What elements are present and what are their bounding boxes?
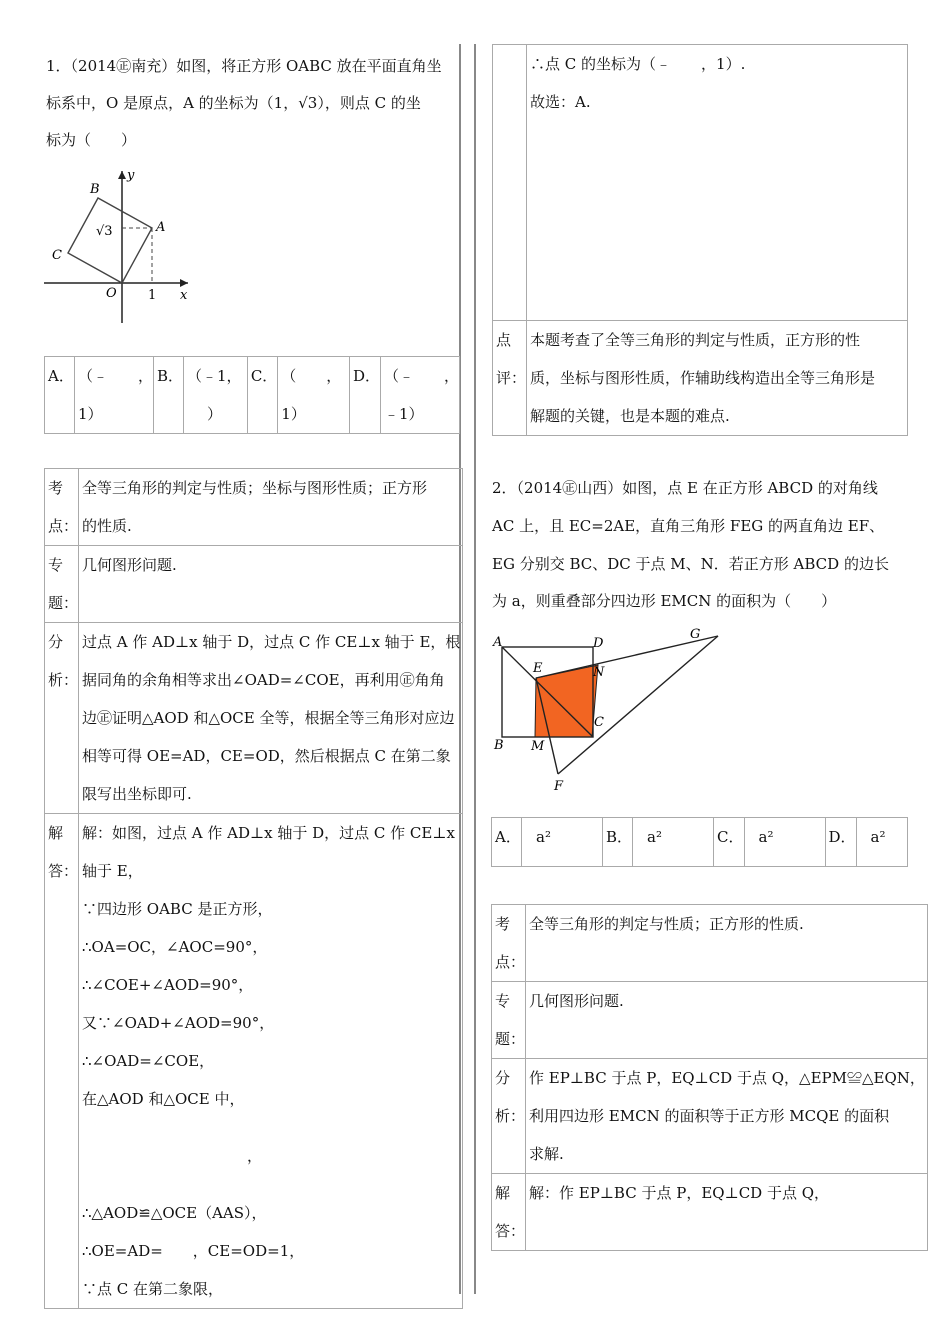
fenxi-label: 分 析： bbox=[45, 623, 79, 814]
zhuanti-content: 几何图形问题. bbox=[79, 546, 463, 623]
kaodian-content: 全等三角形的判定与性质；正方形的性质. bbox=[526, 905, 928, 982]
q1-zhuanti-row bbox=[45, 546, 463, 623]
q1-stem-line: 标系中，O 是原点，A 的坐标为（1，√3），则点 C 的坐 bbox=[46, 94, 421, 112]
q1-option-d-value[interactable] bbox=[380, 357, 459, 434]
jieda-label: 解 答： bbox=[45, 814, 79, 1309]
q1-label-1: 1 bbox=[148, 288, 157, 303]
q1-option-d-line: ﹣1） bbox=[383, 405, 424, 423]
q1-option-d-label[interactable]: D． bbox=[349, 357, 380, 434]
q1-label-x: x bbox=[180, 288, 188, 303]
q1-option-a-line: 1） bbox=[77, 405, 103, 423]
q2-option-d-value[interactable]: a² bbox=[856, 818, 907, 867]
q2-analysis-table bbox=[491, 904, 928, 1251]
jieda-content: 解：作 EP⊥BC 于点 P，EQ⊥CD 于点 Q， bbox=[526, 1174, 928, 1251]
q1-option-c-label[interactable]: C． bbox=[247, 357, 277, 434]
q1-answer-continued-table bbox=[492, 44, 908, 436]
kaodian-label: 考 点： bbox=[45, 469, 79, 546]
kaodian-label: 考 点： bbox=[492, 905, 526, 982]
q2-square-figure bbox=[490, 622, 730, 794]
q1-fenxi-row bbox=[45, 623, 463, 814]
continued-content: ∴点 C 的坐标为（﹣ ，1）. 故选：A. bbox=[527, 45, 908, 321]
zhuanti-label: 专 题： bbox=[45, 546, 79, 623]
fenxi-label: 分 析： bbox=[492, 1059, 526, 1174]
q2-label-B: B bbox=[494, 738, 504, 753]
q1-option-b-value[interactable] bbox=[183, 357, 247, 434]
q1-stem-line: 标为（ ） bbox=[46, 131, 137, 149]
q2-stem-line: AC 上，且 EC=2AE，直角三角形 FEG 的两直角边 EF、 bbox=[492, 517, 885, 535]
q2-label-G: G bbox=[690, 627, 701, 642]
q1-stem-line: 1．（2014㊣南充）如图，将正方形 OABC 放在平面直角坐 bbox=[46, 57, 442, 75]
q2-stem-line: 2．（2014㊣山西）如图，点 E 在正方形 ABCD 的对角线 bbox=[492, 479, 878, 497]
q1-kaodian-row bbox=[45, 469, 463, 546]
q1-option-a-value[interactable] bbox=[74, 357, 153, 434]
q1-label-O: O bbox=[106, 286, 117, 301]
q2-option-c-label[interactable]: C． bbox=[714, 818, 744, 867]
q2-stem-line: 为 a，则重叠部分四边形 EMCN 的面积为（ ） bbox=[492, 592, 837, 610]
q2-option-d-label[interactable]: D． bbox=[825, 818, 856, 867]
q2-label-E: E bbox=[533, 661, 543, 676]
q2-fenxi-row bbox=[492, 1059, 928, 1174]
q2-kaodian-row bbox=[492, 905, 928, 982]
q1-option-a-line: （﹣ ， bbox=[77, 367, 153, 385]
q1-label-sqrt3: √3 bbox=[96, 224, 113, 239]
q1-option-b-label[interactable]: B． bbox=[153, 357, 183, 434]
fenxi-content: 作 EP⊥BC 于点 P，EQ⊥CD 于点 Q，△EPM≌△EQN， 利用四边形 EMCN 的面积等于正方形 MCQE 的面积 求解. bbox=[526, 1059, 928, 1174]
q1-option-c-line: （ ，1） bbox=[281, 367, 342, 423]
q2-label-A: A bbox=[493, 635, 503, 650]
dianping-row bbox=[493, 321, 908, 436]
q1-label-C: C bbox=[52, 248, 62, 263]
q2-zhuanti-row bbox=[492, 982, 928, 1059]
q2-option-a-value[interactable]: a² bbox=[522, 818, 603, 867]
q1-option-b-line: （﹣1， bbox=[186, 367, 242, 385]
q1-label-B: B bbox=[90, 182, 100, 197]
continued-label bbox=[493, 45, 527, 321]
q1-label-A: A bbox=[156, 220, 166, 235]
q2-jieda-row bbox=[492, 1174, 928, 1251]
q2-option-b-label[interactable]: B． bbox=[603, 818, 633, 867]
q2-option-b-value[interactable]: a² bbox=[633, 818, 714, 867]
dianping-label: 点 评： bbox=[493, 321, 527, 436]
dianping-content: 本题考查了全等三角形的判定与性质，正方形的性 质，坐标与图形性质，作辅助线构造出全等三角形是 解题的关键，也是本题的难点. bbox=[527, 321, 908, 436]
q1-option-c-value[interactable] bbox=[278, 357, 350, 434]
q2-options-table bbox=[491, 817, 908, 867]
kaodian-content: 全等三角形的判定与性质；坐标与图形性质；正方形 的性质. bbox=[79, 469, 463, 546]
fenxi-content: 过点 A 作 AD⊥x 轴于 D，过点 C 作 CE⊥x 轴于 E，根 据同角的余角相等求出∠OAD=∠COE，再利用㊣角角 边㊣证明△AOD 和△OCE 全等，根据全等三角形对应边 相等可得 OE=AD，CE=OD，然后根据点 C 在第二象 限写出坐标即可. bbox=[79, 623, 463, 814]
zhuanti-content: 几何图形问题. bbox=[526, 982, 928, 1059]
column-divider-right bbox=[474, 44, 476, 1294]
q2-label-D: D bbox=[593, 636, 604, 651]
q1-option-d-line: （﹣ ， bbox=[383, 367, 459, 385]
q1-options-table bbox=[44, 356, 460, 434]
q2-label-M: M bbox=[531, 739, 545, 754]
q1-analysis-table bbox=[44, 468, 463, 1309]
q2-label-N: N bbox=[593, 665, 605, 680]
jieda-content: 解：如图，过点 A 作 AD⊥x 轴于 D，过点 C 作 CE⊥x 轴于 E， ∵四边形 OABC 是正方形， ∴OA=OC，∠AOC=90°， ∴∠COE+∠AOD=90°， 又∵∠OAD+∠AOD=90°， ∴∠OAD=∠COE， 在△AOD 和△OCE 中， ， ∴△AOD≌△OCE（AAS）， ∴OE=AD= ，CE=OD=1， ∵点 C 在第二象限， bbox=[79, 814, 463, 1309]
zhuanti-label: 专 题： bbox=[492, 982, 526, 1059]
q1-jieda-row bbox=[45, 814, 463, 1309]
q1-coordinate-figure bbox=[40, 165, 200, 325]
q2-label-C: C bbox=[594, 715, 604, 730]
q2-label-F: F bbox=[554, 779, 564, 794]
q1-option-b-line: ） bbox=[206, 405, 222, 423]
q2-option-c-value[interactable]: a² bbox=[744, 818, 825, 867]
q1-label-y: y bbox=[127, 168, 135, 183]
q1-option-a-label[interactable]: A． bbox=[45, 357, 75, 434]
jieda-label: 解 答： bbox=[492, 1174, 526, 1251]
q2-option-a-label[interactable]: A． bbox=[492, 818, 522, 867]
q2-stem-line: EG 分别交 BC、DC 于点 M、N．若正方形 ABCD 的边长 bbox=[492, 555, 889, 573]
